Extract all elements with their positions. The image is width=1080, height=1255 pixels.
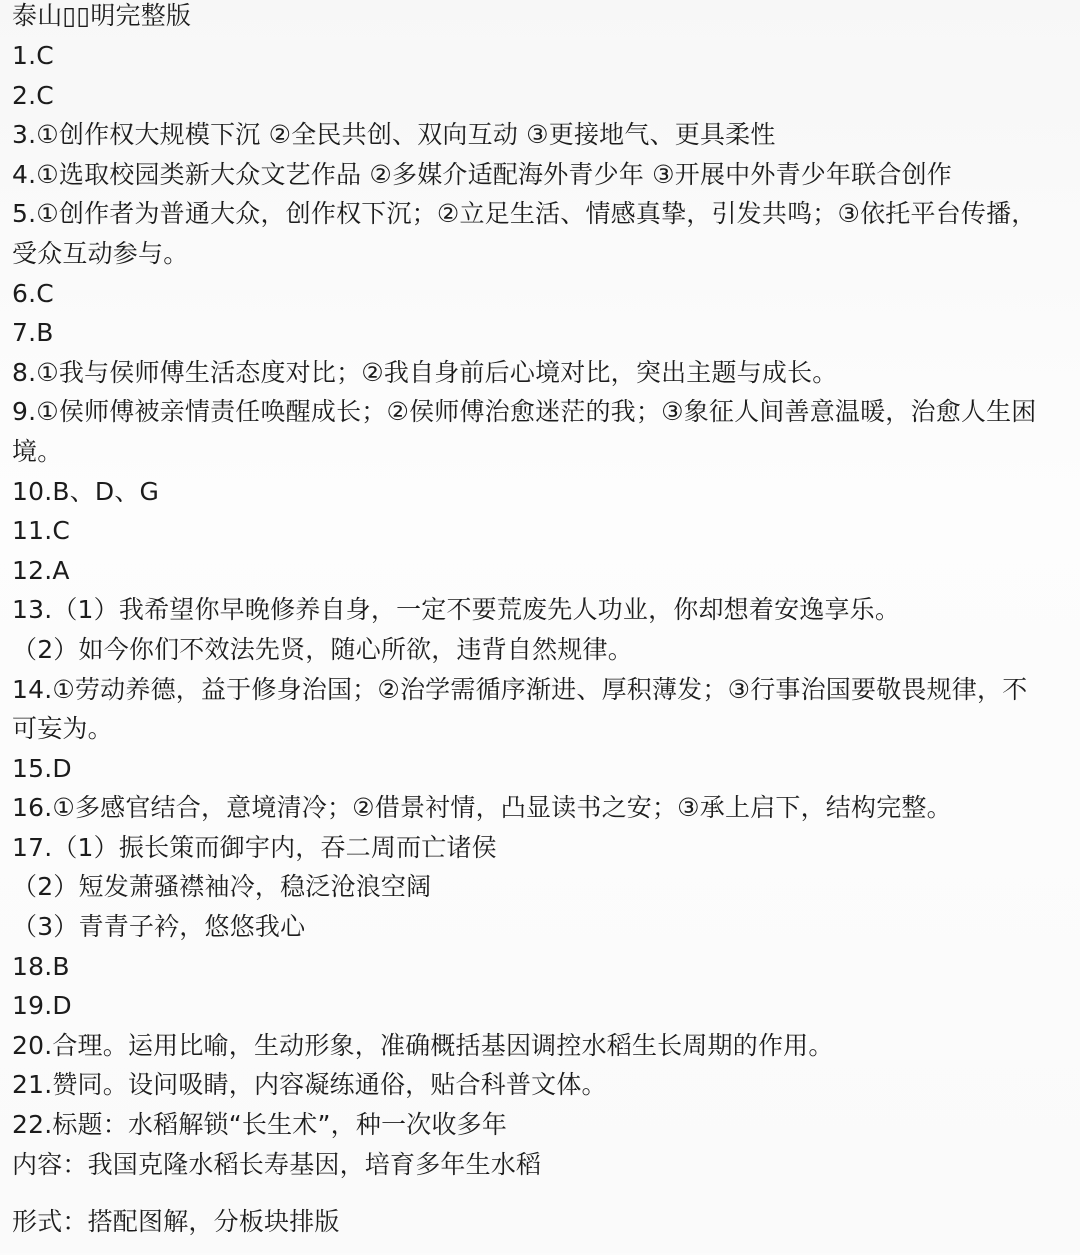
answer-line: 17.（1）振长策而御宇内，吞二周而亡诸侯 — [12, 832, 497, 862]
answer-line: 14.①劳动养德，益于修身治国；②治学需循序渐进、厚积薄发；③行事治国要敬畏规律，不 — [12, 674, 1028, 704]
answer-line: 16.①多感官结合，意境清冷；②借景衬情，凸显读书之安；③承上启下，结构完整。 — [12, 793, 952, 823]
answer-line: 13.（1）我希望你早晚修养自身，一定不要荒废先人功业，你却想着安逸享乐。 — [12, 595, 901, 625]
answer-line: 19.D — [12, 991, 72, 1021]
answer-line-continuation: 受众互动参与。 — [12, 238, 189, 268]
answer-line: 18.B — [12, 951, 70, 981]
answer-line-continuation: 境。 — [12, 436, 63, 466]
answer-line: 4.①选取校园类新大众文艺作品 ②多媒介适配海外青少年 ③开展中外青少年联合创作 — [12, 159, 952, 189]
answer-line: 9.①侯师傅被亲情责任唤醒成长；②侯师傅治愈迷茫的我；③象征人间善意温暖，治愈人生困 — [12, 397, 1037, 427]
answer-line: 2.C — [12, 80, 54, 110]
answer-line: 22.标题：水稻解锁“长生术”，种一次收多年 — [12, 1110, 508, 1140]
answer-subitem: （3）青青子衿，悠悠我心 — [12, 912, 306, 942]
answer-line: 21.赞同。设问吸睛，内容凝练通俗，贴合科普文体。 — [12, 1070, 607, 1100]
answer-subitem: （2）如今你们不效法先贤，随心所欲，违背自然规律。 — [12, 634, 633, 664]
answer-line: 10.B、D、G — [12, 476, 160, 506]
answer-line: 6.C — [12, 278, 54, 308]
answer-line-continuation: 可妄为。 — [12, 714, 113, 744]
document-title: 泰山▯▯明完整版 — [12, 1, 192, 30]
answer-line: 20.合理。运用比喻，生动形象，准确概括基因调控水稻生长周期的作用。 — [12, 1030, 834, 1060]
answer-subitem: （2）短发萧骚襟袖冷，稳泛沧浪空阔 — [12, 872, 432, 902]
answer-line: 15.D — [12, 753, 72, 783]
answer-line: 12.A — [12, 555, 70, 585]
answer-line: 7.B — [12, 318, 54, 348]
answer-line: 8.①我与侯师傅生活态度对比；②我自身前后心境对比，突出主题与成长。 — [12, 357, 838, 387]
answer-line-continuation: 内容：我国克隆水稻长寿基因，培育多年生水稻 — [12, 1149, 542, 1179]
answer-line: 11.C — [12, 516, 71, 546]
answer-line: 1.C — [12, 41, 54, 70]
answer-line: 5.①创作者为普通大众，创作权下沉；②立足生活、情感真挚，引发共鸣；③依托平台传播， — [12, 199, 1037, 229]
answer-line-continuation: 形式：搭配图解，分板块排版 — [12, 1207, 340, 1237]
answer-line: 3.①创作权大规模下沉 ②全民共创、双向互动 ③更接地气、更具柔性 — [12, 120, 776, 150]
